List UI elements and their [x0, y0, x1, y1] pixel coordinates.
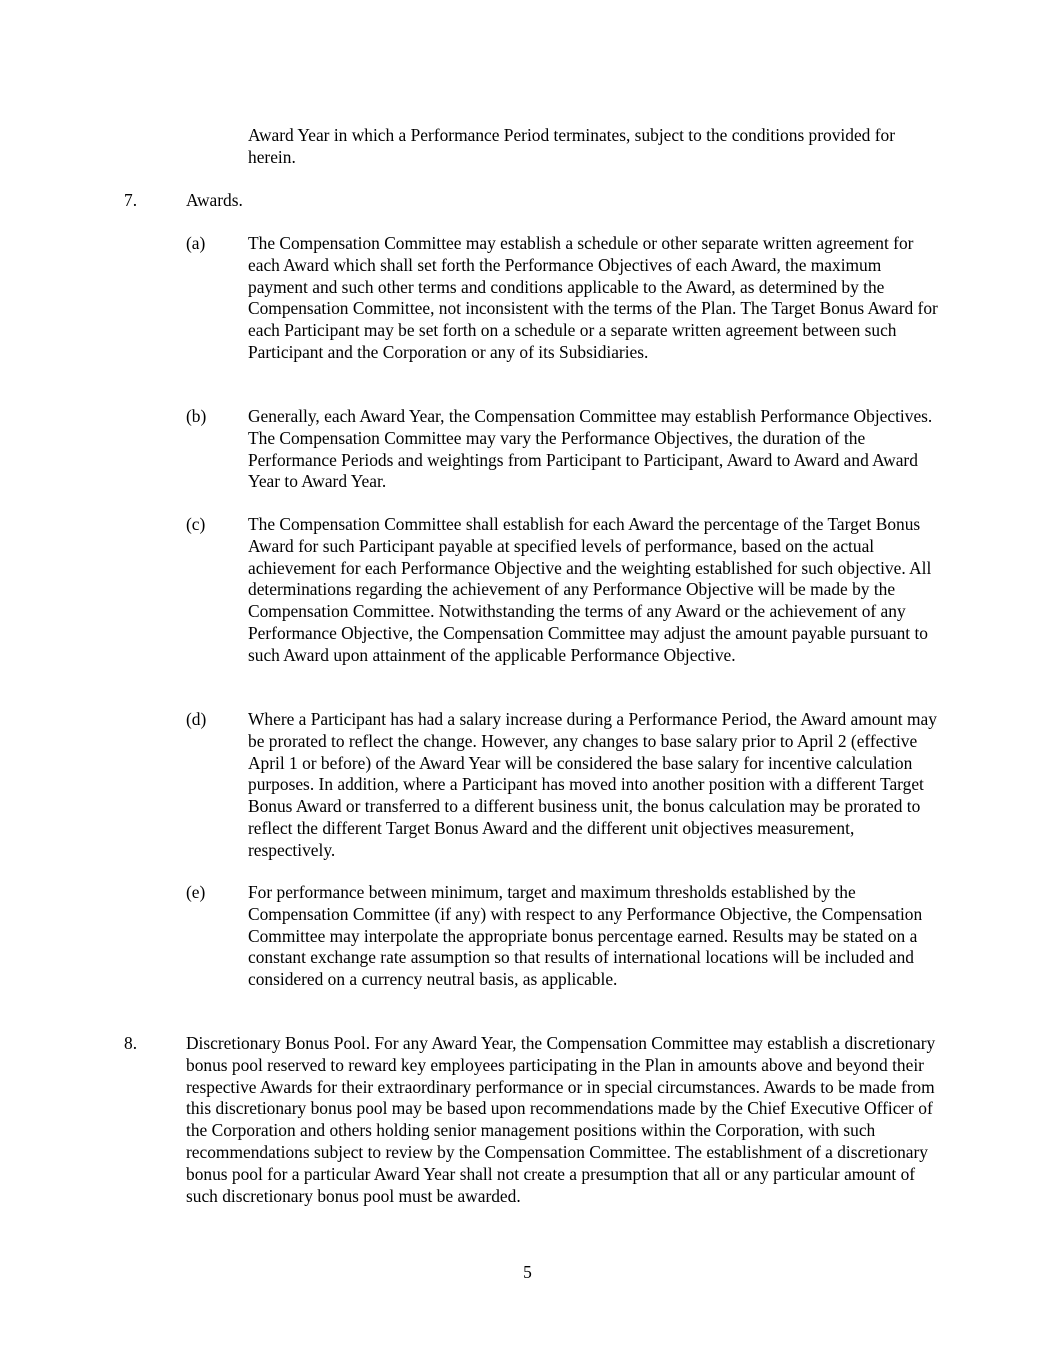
- section-7-title: Awards.: [186, 190, 243, 210]
- page-number: 5: [523, 1262, 532, 1282]
- carryover-paragraph: Award Year in which a Performance Period terminates, subject to the conditions provided for herein.: [248, 125, 896, 167]
- item-label: (d): [186, 709, 207, 729]
- item-text: For performance between minimum, target and maximum thresholds established by the Compensation Committee (if any) with respect to any Performance Objective, the Compensation Committee may interpolate the appropriate bonus percentage earned. Results may be stated on a constant exchange rate assumption so that results of international locations will be included and considered on a currency neutral basis, as applicable.: [248, 882, 923, 990]
- section-8-text: Discretionary Bonus Pool. For any Award Year, the Compensation Committee may establish a discretionary bonus pool reserved to reward key employees participating in the Plan in amounts above and beyond their respective Awards for their extraordinary performance or in special circumstances. Awards to be made from this discretionary bonus pool may be based upon recommendations made by the Chief Executive Officer of the Corporation and others holding senior management positions within the Corporation, with such recommendations subject to review by the Compensation Committee. The establishment of a discretionary bonus pool for a particular Award Year shall not create a presumption that all or any particular amount of such discretionary bonus pool must be awarded.: [186, 1033, 936, 1206]
- item-text: The Compensation Committee may establish a schedule or other separate written agreement for each Award which shall set forth the Performance Objectives of each Award, the maximum payment and such other terms and conditions applicable to the Award, as determined by the Compensation Committee, not inconsistent with the terms of the Plan. The Target Bonus Award for each Participant may be set forth on a schedule or a separate written agreement between such Participant and the Corporation or any of its Subsidiaries.: [248, 233, 938, 362]
- item-text: Where a Participant has had a salary increase during a Performance Period, the Award amount may be prorated to reflect the change. However, any changes to base salary prior to April 2 (effective April 1 or before) of the Award Year will be considered the base salary for incentive calculation purposes. In addition, where a Participant has moved into another position with a different Target Bonus Award or transferred to a different business unit, the bonus calculation may be prorated to reflect the different Target Bonus Award and the different unit objectives measurement, respectively.: [248, 709, 937, 860]
- item-label: (a): [186, 233, 206, 253]
- item-label: (e): [186, 882, 206, 902]
- section-7-number: 7.: [124, 190, 138, 210]
- item-text: Generally, each Award Year, the Compensation Committee may establish Performance Objectives. The Compensation Committee may vary the Performance Objectives, the duration of the Performance Periods and weightings from Participant to Participant, Award to Award and Award Year to Award Year.: [248, 406, 933, 492]
- item-text: The Compensation Committee shall establish for each Award the percentage of the Target Bonus Award for such Participant payable at specified levels of performance, based on the actual achievement for each Performance Objective and the weighting established for such objective. All determinations regarding the achievement of any Performance Objective will be made by the Compensation Committee. Notwithstanding the terms of any Award or the achievement of any Performance Objective, the Compensation Committee may adjust the amount payable pursuant to such Award upon attainment of the applicable Performance Objective.: [248, 514, 932, 665]
- section-8-number: 8.: [124, 1033, 138, 1053]
- item-label: (b): [186, 406, 207, 426]
- item-label: (c): [186, 514, 206, 534]
